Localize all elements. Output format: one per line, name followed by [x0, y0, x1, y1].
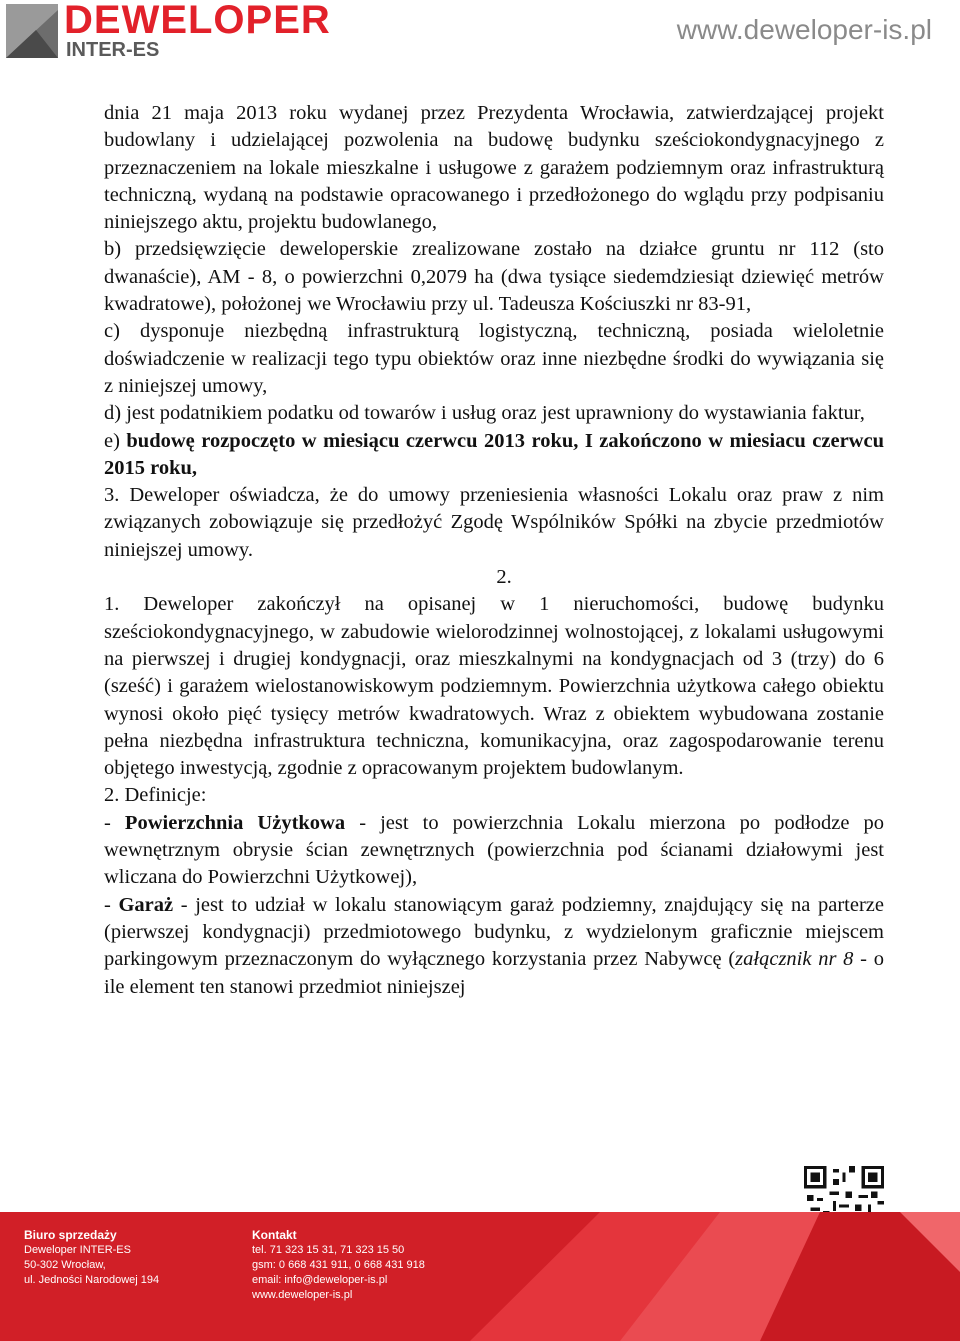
paragraph-e-prefix: e): [104, 429, 127, 452]
definition-text: - jest to udział w lokalu stanowiącym garaż podziemny, znajdujący się na parterze (pierwszej kondygnacji) przedmiotowego budynku, z wydzielonym graficznie miejscem parkingowym przeznaczonym do wyłącznego korzystania przez Nabywcę (: [104, 893, 885, 971]
definition-prefix: -: [104, 811, 125, 834]
contact-email[interactable]: email: info@deweloper-is.pl: [252, 1274, 388, 1286]
definition-term: Powierzchnia Użytkowa: [124, 811, 346, 834]
document-body: [104, 100, 884, 1001]
paragraph-e-bold: budowę rozpoczęto w miesiącu czerwcu 2013 roku, I zakończono w miesiacu czerwcu 2015 roku,: [104, 429, 884, 479]
contact-title: Kontakt: [252, 1228, 297, 1242]
sales-office-block: [24, 1228, 159, 1288]
paragraph-b: b) przedsięwzięcie deweloperskie zrealizowane zostało na działce gruntu nr 112 (sto dwanaście), AM - 8, o powierzchni 0,2079 ha (dwa tysiące siedemdziesiąt dziewięć metrów kwadratowe), położonej we Wrocławiu przy ul. Tadeusza Kościuszki nr 83-91,: [104, 238, 884, 316]
definition-prefix: -: [104, 893, 119, 916]
sales-office-title: Biuro sprzedaży: [24, 1228, 117, 1242]
sales-office-line: 50-302 Wrocław,: [24, 1259, 106, 1271]
section-heading: 2.: [496, 566, 512, 589]
paragraph-3: 3. Deweloper oświadcza, że do umowy przeniesienia własności Lokalu oraz praw z nim związanych zobowiązuje się przedłożyć Zgodę Wspólników Spółki na zbycie przedmiotów niniejszej umowy.: [104, 484, 884, 561]
paragraph-decision: dnia 21 maja 2013 roku wydanej przez Prezydenta Wrocławia, zatwierdzającej projekt budowlany i udzielającej pozwolenia na budowę budynku sześciokondygnacyjnego z przeznaczeniem na lokale mieszkalne i usługowe z garażem podziemnym oraz infrastrukturą techniczną, wydaną na podstawie opracowanego i przedłożonego do wglądu przy podpisaniu niniejszego aktu, projektu budowlanego,: [104, 102, 884, 234]
header-website[interactable]: www.deweloper-is.pl: [676, 14, 932, 45]
paragraph-definitions: 2. Definicje:: [104, 784, 207, 807]
definition-annex: załącznik nr 8: [735, 948, 854, 971]
paragraph-c: c) dysponuje niezbędną infrastrukturą logistyczną, techniczną, posiada wieloletnie doświadczenie w realizacji tego typu obiektów oraz inne niezbędne środki do wywiązania się z niniejszej umowy,: [104, 320, 884, 397]
page-footer: [0, 1212, 960, 1341]
paragraph-e: [104, 428, 884, 483]
definition-text: - jest to powierzchnia Lokalu mierzona po podłodze po wewnętrznym obrysie ścian zewnętrznych (powierzchnia pod ścianami działowymi jest wliczana do Powierzchni Użytkowej),: [104, 811, 884, 889]
contact-phone[interactable]: tel. 71 323 15 31, 71 323 15 50: [252, 1244, 405, 1256]
definition-text-tail: - o ile element ten stanowi przedmiot niniejszej: [104, 948, 884, 998]
sales-office-line: Deweloper INTER-ES: [24, 1244, 131, 1256]
contact-block: [252, 1228, 425, 1303]
page-header: [0, 0, 960, 72]
definition-term: Garaż: [118, 893, 174, 916]
definition-garage: [104, 892, 884, 1001]
brand-subtitle: INTER-ES: [66, 39, 160, 61]
sales-office-line: ul. Jedności Narodowej 194: [24, 1274, 160, 1286]
paragraph-1: 1. Deweloper zakończył na opisanej w 1 nieruchomości, budowę budynku sześciokondygnacyjnego, w zabudowie wielorodzinnej wolnostojącej, z lokalami usługowymi na pierwszej i drugiej kondygnacji, oraz mieszkalnymi na kondygnacjach od 3 (trzy) do 6 (sześć) i garażem wielostanowiskowym podziemnym. Powierzchnia użytkowa całego obiektu wynosi około pięć tysięcy metrów kwadratowych. Wraz z obiektem wybudowana zostanie pełna niezbędna infrastruktura techniczna, komunikacyjna, oraz zagospodarowanie terenu objętego inwestycją, zgodnie z opracowanym projektem budowlanym.: [104, 593, 884, 780]
contact-website[interactable]: www.deweloper-is.pl: [252, 1289, 353, 1301]
brand-name: DEWELOPER: [64, 0, 331, 42]
contact-gsm[interactable]: gsm: 0 668 431 911, 0 668 431 918: [252, 1259, 425, 1271]
deweloper-logo-icon: [6, 4, 58, 58]
paragraph-d: d) jest podatnikiem podatku od towarów i usług oraz jest uprawniony do wystawiania faktur,: [104, 402, 865, 425]
definition-usable-area: [104, 810, 884, 892]
